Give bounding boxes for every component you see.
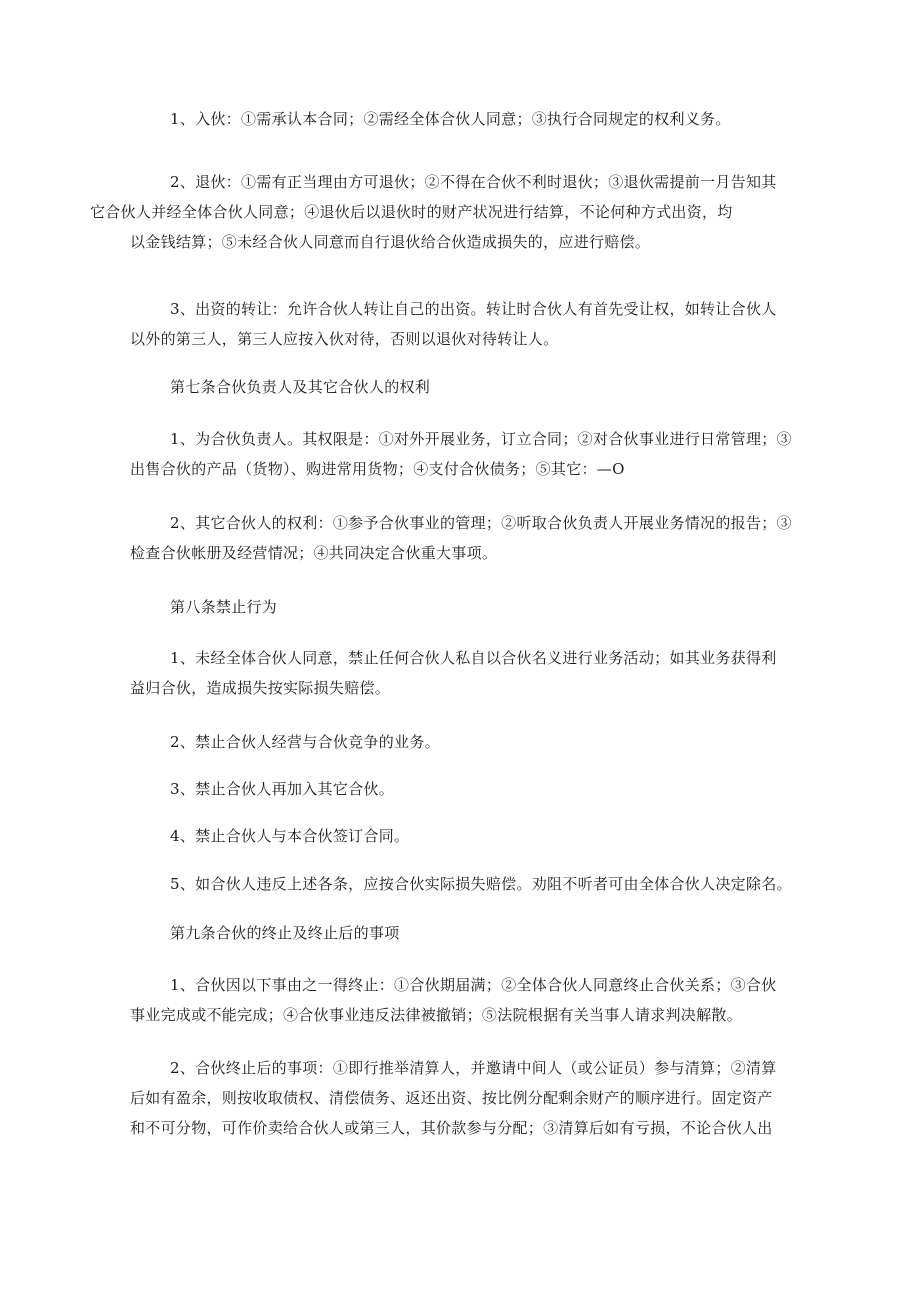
text-line: 1、入伙：①需承认本合同；②需经全体合伙人同意；③执行合同规定的权利义务。: [170, 110, 731, 128]
text-line: 3、出资的转让：允许合伙人转让自己的出资。转让时合伙人有首先受让权，如转让合伙人: [170, 300, 777, 318]
text-line: 事业完成或不能完成；④合伙事业违反法律被撤销；⑤法院根据有关当事人请求判决解散。: [130, 1006, 743, 1024]
text-line: 益归合伙，造成损失按实际损失赔偿。: [130, 679, 391, 697]
text-line: 2、其它合伙人的权利：①参予合伙事业的管理；②听取合伙负责人开展业务情况的报告；③: [170, 514, 792, 532]
article-9-heading: [170, 918, 400, 948]
text-line: 3、禁止合伙人再加入其它合伙。: [170, 780, 395, 798]
paragraph-prohibit-5: [130, 869, 790, 899]
text-line: 4、禁止合伙人与本合伙签订合同。: [170, 827, 410, 845]
paragraph-manager: [130, 424, 790, 484]
heading-text: 第九条合伙的终止及终止后的事项: [170, 924, 400, 942]
text-line: 以金钱结算；⑤未经合伙人同意而自行退伙给合伙造成损失的，应进行赔偿。: [130, 233, 651, 251]
paragraph-after-termination: [130, 1053, 790, 1143]
text-line: 1、为合伙负责人。其权限是：①对外开展业务，订立合同；②对合伙事业进行日常管理；③: [170, 430, 792, 448]
text-line: 检查合伙帐册及经营情况；④共同决定合伙重大事项。: [130, 544, 498, 562]
text-line: 它合伙人并经全体合伙人同意；④退伙后以退伙时的财产状况进行结算，不论何种方式出资，均: [90, 203, 733, 221]
text-line: 2、合伙终止后的事项：①即行推举清算人，并邀请中间人（或公证员）参与清算；②清算: [170, 1059, 777, 1077]
text-line: 以外的第三人，第三人应按入伙对待，否则以退伙对待转让人。: [130, 330, 559, 348]
paragraph-transfer: [130, 294, 790, 354]
article-8-heading: [170, 592, 277, 622]
heading-text: 第七条合伙负责人及其它合伙人的权利: [170, 378, 431, 396]
text-line: 2、禁止合伙人经营与合伙竞争的业务。: [170, 733, 440, 751]
paragraph-join: [130, 104, 790, 134]
text-line: 5、如合伙人违反上述各条，应按合伙实际损失赔偿。劝阻不听者可由全体合伙人决定除名。: [170, 875, 792, 893]
article-7-heading: [170, 372, 430, 402]
text-line: 2、退伙：①需有正当理由方可退伙；②不得在合伙不利时退伙；③退伙需提前一月告知其: [170, 173, 777, 191]
paragraph-partner-rights: [130, 508, 790, 568]
text-line: 和不可分物，可作价卖给合伙人或第三人，其价款参与分配；③清算后如有亏损，不论合伙人出: [130, 1119, 773, 1137]
paragraph-prohibit-4: [130, 821, 790, 851]
text-line: 1、未经全体合伙人同意，禁止任何合伙人私自以合伙名义进行业务活动；如其业务获得利: [170, 649, 777, 667]
text-line: 后如有盈余，则按收取债权、清偿债务、返还出资、按比例分配剩余财产的顺序进行。固定资产: [130, 1089, 773, 1107]
text-line: 1、合伙因以下事由之一得终止：①合伙期届满；②全体合伙人同意终止合伙关系；③合伙: [170, 976, 777, 994]
paragraph-prohibit-2: [130, 727, 790, 757]
paragraph-prohibit-3: [130, 774, 790, 804]
text-line: 出售合伙的产品（货物）、购进常用货物；④支付合伙债务；⑤其它：—O: [130, 460, 625, 478]
paragraph-withdraw: [90, 167, 790, 257]
paragraph-prohibit-1: [130, 643, 790, 703]
paragraph-termination: [130, 970, 790, 1030]
heading-text: 第八条禁止行为: [170, 598, 278, 616]
